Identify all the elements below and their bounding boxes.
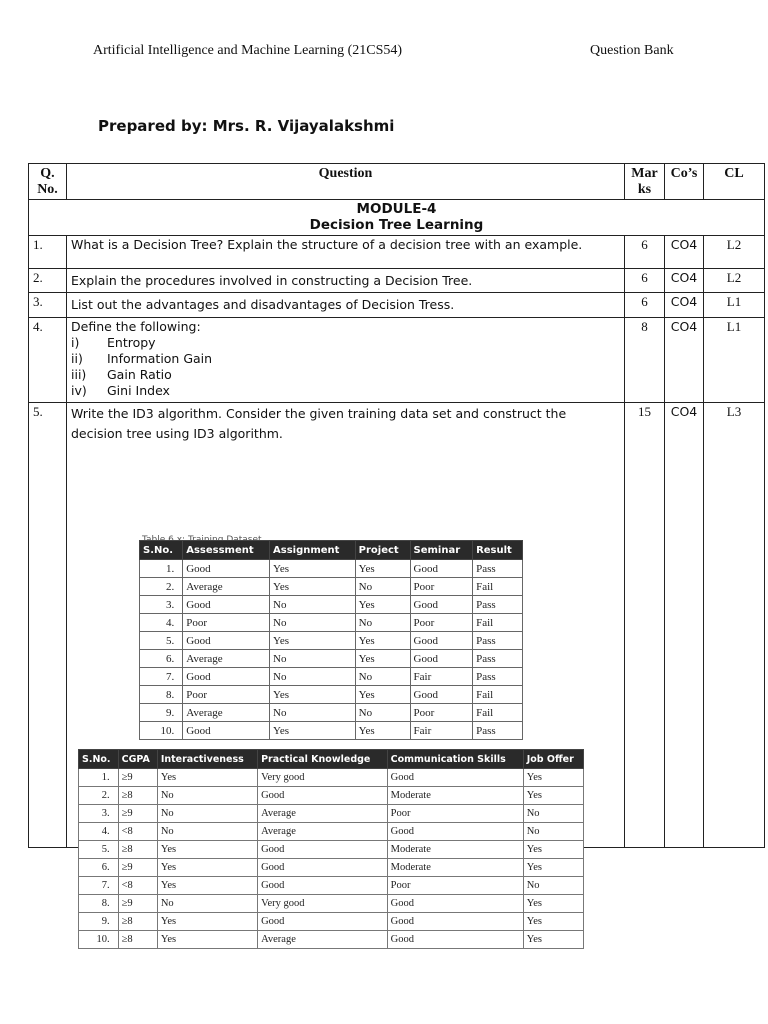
table-cell: Average [183, 650, 270, 668]
item-term: Information Gain [107, 351, 213, 366]
question-number: 1. [29, 236, 67, 269]
table-cell: No [270, 668, 356, 686]
question-marks: 8 [625, 318, 665, 403]
table-cell: No [270, 614, 356, 632]
question-cl: L1 [704, 293, 765, 318]
table-cell: Good [410, 560, 473, 578]
table-cell: 2. [140, 578, 183, 596]
table-row [79, 913, 584, 931]
table-cell: Very good [258, 769, 388, 787]
table-cell: No [523, 823, 583, 841]
table-cell: <8 [118, 823, 157, 841]
table-cell: Average [258, 823, 388, 841]
header-marks: Mar ks [625, 164, 665, 200]
question-text: List out the advantages and disadvantages of Decision Tress. [67, 293, 625, 318]
table-cell: Good [183, 560, 270, 578]
table-cell: Yes [355, 632, 410, 650]
table-cell: Yes [270, 578, 356, 596]
table-cell: No [355, 578, 410, 596]
question-marks: 15 [625, 403, 665, 848]
question-bank-table [28, 163, 765, 848]
table-row [140, 632, 523, 650]
table-cell: Pass [473, 560, 523, 578]
table-cell: 7. [140, 668, 183, 686]
table-cell: No [270, 650, 356, 668]
question-co: CO4 [665, 403, 704, 848]
table-cell: 8. [140, 686, 183, 704]
table-cell: Average [183, 704, 270, 722]
dataset1-caption [142, 532, 382, 539]
table-cell: 9. [140, 704, 183, 722]
definition-item [71, 335, 620, 351]
dataset2-col-practical-knowledge: Practical Knowledge [258, 750, 388, 769]
table-row [29, 269, 765, 293]
table-cell: Poor [387, 805, 523, 823]
table-cell: ≥9 [118, 895, 157, 913]
table-cell: Fail [473, 686, 523, 704]
table-cell: 4. [79, 823, 119, 841]
question-cl: L2 [704, 236, 765, 269]
dataset1-col-sno: S.No. [140, 541, 183, 560]
table-cell: Good [258, 859, 388, 877]
dataset1-col-project: Project [355, 541, 410, 560]
table-cell: Yes [157, 841, 257, 859]
table-cell: No [157, 895, 257, 913]
table-row [140, 614, 523, 632]
table-cell: Average [258, 931, 388, 949]
table-cell: Yes [523, 895, 583, 913]
module-heading [29, 200, 765, 236]
question-text: What is a Decision Tree? Explain the structure of a decision tree with an example. [67, 236, 625, 269]
table-cell: Yes [523, 787, 583, 805]
table-cell: Good [183, 596, 270, 614]
question-cl: L1 [704, 318, 765, 403]
question-marks: 6 [625, 269, 665, 293]
header-question: Question [67, 164, 625, 200]
table-cell: 4. [140, 614, 183, 632]
table-cell: Good [410, 650, 473, 668]
table-cell: Poor [387, 877, 523, 895]
table-row [140, 596, 523, 614]
table-cell: 6. [140, 650, 183, 668]
table-cell: Yes [157, 859, 257, 877]
table-cell: Yes [355, 650, 410, 668]
dataset2-col-cgpa: CGPA [118, 750, 157, 769]
table-cell: Good [183, 722, 270, 740]
table-cell: 10. [140, 722, 183, 740]
table-cell: 3. [79, 805, 119, 823]
dataset1-header-row [140, 541, 523, 560]
table-cell: No [157, 787, 257, 805]
job-offer-dataset-table [78, 749, 584, 949]
table-cell: Pass [473, 596, 523, 614]
table-row [140, 650, 523, 668]
table-row [79, 769, 584, 787]
table-cell: Yes [270, 722, 356, 740]
table-cell: Poor [183, 686, 270, 704]
dataset2-col-communication-skills: Communication Skills [387, 750, 523, 769]
table-cell: Good [183, 632, 270, 650]
dataset1-body [140, 560, 523, 740]
table-cell: 10. [79, 931, 119, 949]
table-cell: No [355, 614, 410, 632]
header-cl: CL [704, 164, 765, 200]
table-cell: Good [387, 823, 523, 841]
table-cell: Good [258, 787, 388, 805]
table-cell: ≥9 [118, 769, 157, 787]
table-cell: Yes [523, 913, 583, 931]
table-cell: Pass [473, 632, 523, 650]
table-row [140, 704, 523, 722]
table-cell: Yes [157, 931, 257, 949]
course-title: Artificial Intelligence and Machine Learning (21CS54) [93, 43, 403, 58]
document-type: Question Bank [590, 43, 674, 58]
item-numeral: iv) [71, 383, 87, 398]
table-cell: ≥8 [118, 931, 157, 949]
table-row [79, 823, 584, 841]
table-cell: Yes [157, 913, 257, 931]
definition-item [71, 351, 620, 367]
table-cell: Good [258, 913, 388, 931]
question-marks: 6 [625, 236, 665, 269]
table-cell: 5. [79, 841, 119, 859]
dataset2-col-job-offer: Job Offer [523, 750, 583, 769]
table-cell: No [157, 823, 257, 841]
table-cell: Very good [258, 895, 388, 913]
table-row [79, 859, 584, 877]
table-cell: Average [258, 805, 388, 823]
table-cell: Good [410, 632, 473, 650]
definition-item [71, 383, 620, 399]
question-text: Define the following: [71, 319, 201, 334]
header-cos: Co’s [665, 164, 704, 200]
question-number: 2. [29, 269, 67, 293]
question-number: 5. [29, 403, 67, 848]
dataset2-body [79, 769, 584, 949]
table-row [79, 877, 584, 895]
prepared-by: Prepared by: Mrs. R. Vijayalakshmi [98, 117, 395, 135]
question-text: Write the ID3 algorithm. Consider the given training data set and construct the decision tree using ID3 algorithm. [67, 403, 625, 848]
table-cell: Good [410, 596, 473, 614]
table-cell: ≥8 [118, 787, 157, 805]
module-subtitle: Decision Tree Learning [309, 217, 484, 233]
question-cl: L3 [704, 403, 765, 848]
table-row [140, 686, 523, 704]
question-co: CO4 [665, 318, 704, 403]
table-cell: Moderate [387, 841, 523, 859]
table-cell: 1. [79, 769, 119, 787]
table-cell: Pass [473, 650, 523, 668]
table-cell: No [523, 877, 583, 895]
table-cell: Yes [355, 596, 410, 614]
item-numeral: iii) [71, 367, 87, 382]
question-co: CO4 [665, 236, 704, 269]
table-row [140, 578, 523, 596]
table-row [140, 668, 523, 686]
table-row [140, 722, 523, 740]
table-cell: No [270, 596, 356, 614]
table-cell: 6. [79, 859, 119, 877]
table-cell: ≥8 [118, 841, 157, 859]
dataset2-header-row [79, 750, 584, 769]
table-cell: Good [258, 841, 388, 859]
question-number: 4. [29, 318, 67, 403]
training-dataset-table [139, 540, 523, 740]
table-cell: Fair [410, 668, 473, 686]
question-text: Explain the procedures involved in constructing a Decision Tree. [67, 269, 625, 293]
table-cell: Yes [157, 877, 257, 895]
table-cell: No [355, 704, 410, 722]
question-co: CO4 [665, 269, 704, 293]
table-cell: Yes [355, 686, 410, 704]
question-marks: 6 [625, 293, 665, 318]
table-cell: 1. [140, 560, 183, 578]
table-cell: Pass [473, 722, 523, 740]
table-cell: Good [258, 877, 388, 895]
table-cell: Yes [355, 560, 410, 578]
table-cell: Fair [410, 722, 473, 740]
table-cell: 5. [140, 632, 183, 650]
table-cell: Yes [270, 632, 356, 650]
table-cell: <8 [118, 877, 157, 895]
table-cell: Poor [410, 704, 473, 722]
table-cell: ≥9 [118, 859, 157, 877]
table-row [79, 931, 584, 949]
module-row [29, 200, 765, 236]
item-numeral: ii) [71, 351, 83, 366]
table-cell: Poor [183, 614, 270, 632]
table-cell: 2. [79, 787, 119, 805]
table-cell: Fail [473, 704, 523, 722]
table-cell: Good [387, 895, 523, 913]
table-cell: Poor [410, 614, 473, 632]
table-cell: Fail [473, 614, 523, 632]
table-cell: 9. [79, 913, 119, 931]
dataset1-col-assignment: Assignment [270, 541, 356, 560]
table-cell: No [157, 805, 257, 823]
table-cell: ≥8 [118, 913, 157, 931]
dataset1-col-assessment: Assessment [183, 541, 270, 560]
table-cell: Yes [355, 722, 410, 740]
header-qno: Q. No. [29, 164, 67, 200]
table-cell: Fail [473, 578, 523, 596]
table-cell: 8. [79, 895, 119, 913]
table-cell: 3. [140, 596, 183, 614]
table-cell: Yes [270, 686, 356, 704]
table-cell: Yes [270, 560, 356, 578]
table-cell: Average [183, 578, 270, 596]
table-row [29, 293, 765, 318]
table-cell: Good [387, 913, 523, 931]
table-cell: Yes [523, 841, 583, 859]
dataset2-col-sno: S.No. [79, 750, 119, 769]
question-cl: L2 [704, 269, 765, 293]
table-cell: Good [387, 931, 523, 949]
item-term: Gain Ratio [107, 367, 172, 382]
dataset1-col-seminar: Seminar [410, 541, 473, 560]
table-cell: Good [387, 769, 523, 787]
table-cell: ≥9 [118, 805, 157, 823]
table-row [79, 841, 584, 859]
module-title: MODULE-4 [356, 201, 437, 217]
item-term: Entropy [107, 335, 156, 350]
question-co: CO4 [665, 293, 704, 318]
question-number: 3. [29, 293, 67, 318]
item-numeral: i) [71, 335, 80, 350]
table-cell: Yes [157, 769, 257, 787]
table-cell: Moderate [387, 787, 523, 805]
table-cell: Moderate [387, 859, 523, 877]
table-row [29, 318, 765, 403]
table-cell: No [355, 668, 410, 686]
table-cell: Poor [410, 578, 473, 596]
table-header-row [29, 164, 765, 200]
table-cell: Yes [523, 931, 583, 949]
table-row [140, 560, 523, 578]
table-cell: 7. [79, 877, 119, 895]
table-row [29, 236, 765, 269]
table-row [79, 805, 584, 823]
table-cell: Yes [523, 859, 583, 877]
question-text-block [67, 318, 625, 403]
item-term: Gini Index [107, 383, 170, 398]
table-cell: No [270, 704, 356, 722]
dataset1-col-result: Result [473, 541, 523, 560]
table-cell: No [523, 805, 583, 823]
table-row [79, 787, 584, 805]
table-cell: Pass [473, 668, 523, 686]
table-row [79, 895, 584, 913]
dataset2-col-interactiveness: Interactiveness [157, 750, 257, 769]
table-cell: Good [410, 686, 473, 704]
table-cell: Good [183, 668, 270, 686]
table-cell: Yes [523, 769, 583, 787]
definition-item [71, 367, 620, 383]
